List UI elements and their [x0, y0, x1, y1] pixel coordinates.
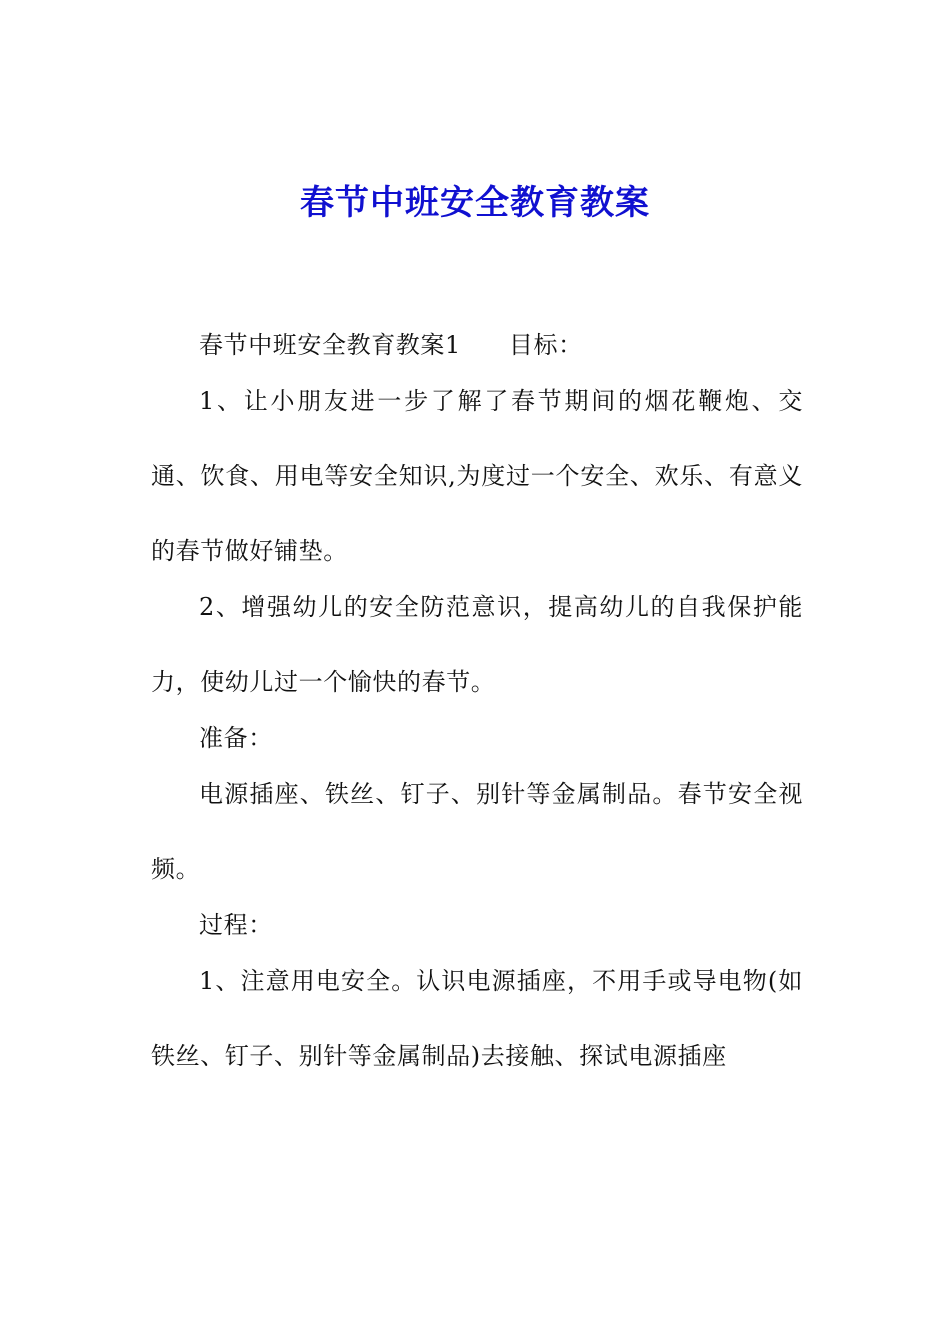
lesson-plan-heading: 春节中班安全教育教案1	[199, 331, 461, 359]
paragraph-preparation: 电源插座、铁丝、钉子、别针等金属制品。春节安全视频。	[151, 780, 803, 883]
paragraph-preparation-label: 准备：	[199, 724, 273, 752]
paragraph-goal-2: 2、增强幼儿的安全防范意识，提高幼儿的自我保护能力，使幼儿过一个愉快的春节。	[151, 593, 803, 696]
paragraph-goal-1: 1、让小朋友进一步了解了春节期间的烟花鞭炮、交通、饮食、用电等安全知识,为度过一个安全、欢乐、有意义的春节做好铺垫。	[151, 387, 803, 565]
document-title: 春节中班安全教育教案	[300, 183, 650, 223]
document-body	[151, 327, 803, 1093]
paragraph-process-label: 过程：	[199, 911, 273, 939]
paragraph-process-1: 1、注意用电安全。认识电源插座，不用手或导电物(如铁丝、钉子、别针等金属制品)去接触、探试电源插座	[151, 967, 803, 1070]
goal-label: 目标：	[508, 331, 583, 359]
